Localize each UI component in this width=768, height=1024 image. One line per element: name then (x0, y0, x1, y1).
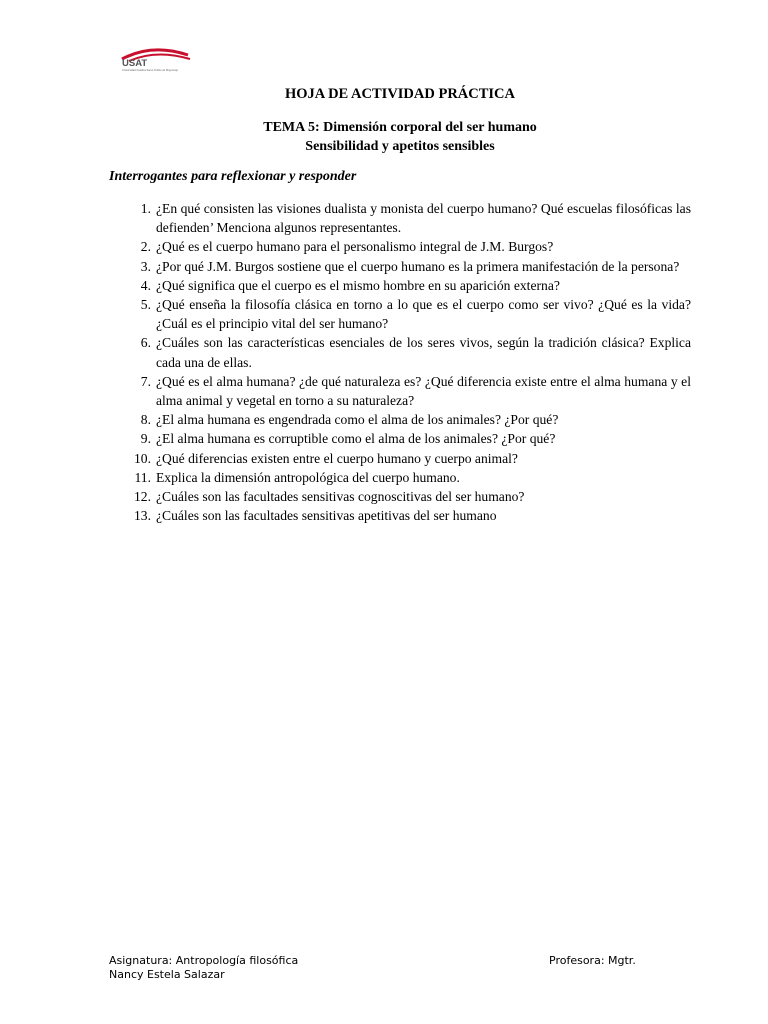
question-item (109, 429, 691, 448)
question-item (109, 333, 691, 371)
question-number: 9. (140, 431, 151, 447)
question-item (109, 372, 691, 410)
logo-text: USAT (122, 58, 148, 69)
question-text: ¿Qué es el alma humana? ¿de qué naturaleza es? ¿Qué diferencia existe entre el alma humana y el alma animal y vegetal en torno a su naturaleza? (156, 373, 691, 409)
question-text: ¿Qué es el cuerpo humano para el personalismo integral de J.M. Burgos? (156, 239, 554, 255)
document-title: HOJA DE ACTIVIDAD PRÁCTICA (284, 86, 515, 102)
question-text: ¿Qué enseña la filosofía clásica en torno a lo que es el cuerpo como ser vivo? ¿Qué es la vida? ¿Cuál es el principio vital del ser humano? (156, 297, 691, 332)
question-item (109, 468, 691, 487)
question-number: 12. (134, 489, 151, 505)
question-number: 13. (134, 508, 151, 524)
question-text: Explica la dimensión antropológica del cuerpo humano. (156, 469, 460, 485)
usat-logo (120, 46, 196, 74)
document-theme (0, 118, 768, 156)
page-footer (109, 954, 709, 982)
question-number: 6. (140, 335, 151, 351)
footer-teacher-label: Profesora: Mgtr. (549, 954, 636, 967)
question-item (109, 237, 691, 256)
question-text: ¿Cuáles son las facultades sensitivas cognoscitivas del ser humano? (156, 489, 525, 505)
question-item (109, 199, 691, 237)
footer-subject: Asignatura: Antropología filosófica (109, 954, 299, 967)
question-number: 1. (140, 201, 151, 216)
question-number: 3. (140, 258, 151, 274)
questions-list (109, 199, 691, 525)
question-item (109, 410, 691, 429)
logo-subtext: Universidad Católica Santo Toribio de Mogrovejo (122, 69, 179, 72)
question-number: 5. (140, 297, 151, 313)
section-heading: Interrogantes para reflexionar y responder (109, 169, 357, 184)
question-text: ¿Qué significa que el cuerpo es el mismo hombre en su aparición externa? (156, 277, 560, 293)
theme-title: TEMA 5: Dimensión corporal del ser humano (263, 120, 537, 135)
theme-subtitle: Sensibilidad y apetitos sensibles (305, 139, 495, 154)
question-text: ¿El alma humana es corruptible como el alma de los animales? ¿Por qué? (156, 431, 556, 447)
question-item (109, 257, 691, 276)
question-text: ¿En qué consisten las visiones dualista y monista del cuerpo humano? Qué escuelas filosóficas las defienden’ Menciona algunos representantes. (156, 201, 691, 236)
footer-teacher-name: Nancy Estela Salazar (109, 968, 225, 981)
question-text: ¿El alma humana es engendrada como el alma de los animales? ¿Por qué? (156, 412, 559, 428)
question-number: 2. (140, 239, 151, 255)
question-number: 8. (140, 412, 151, 428)
question-item (109, 506, 691, 525)
question-number: 10. (134, 450, 151, 466)
question-number: 7. (140, 373, 151, 389)
question-text: ¿Qué diferencias existen entre el cuerpo humano y cuerpo animal? (156, 450, 518, 466)
question-text: ¿Cuáles son las facultades sensitivas apetitivas del ser humano (156, 508, 497, 524)
question-item (109, 276, 691, 295)
question-text: ¿Cuáles son las características esenciales de los seres vivos, según la tradición clásica? Explica cada una de ellas. (156, 335, 691, 370)
question-item (109, 295, 691, 333)
question-item (109, 487, 691, 506)
question-number: 4. (140, 277, 151, 293)
question-number: 11. (134, 469, 151, 485)
question-item (109, 449, 691, 468)
question-text: ¿Por qué J.M. Burgos sostiene que el cuerpo humano es la primera manifestación de la persona? (156, 258, 680, 274)
